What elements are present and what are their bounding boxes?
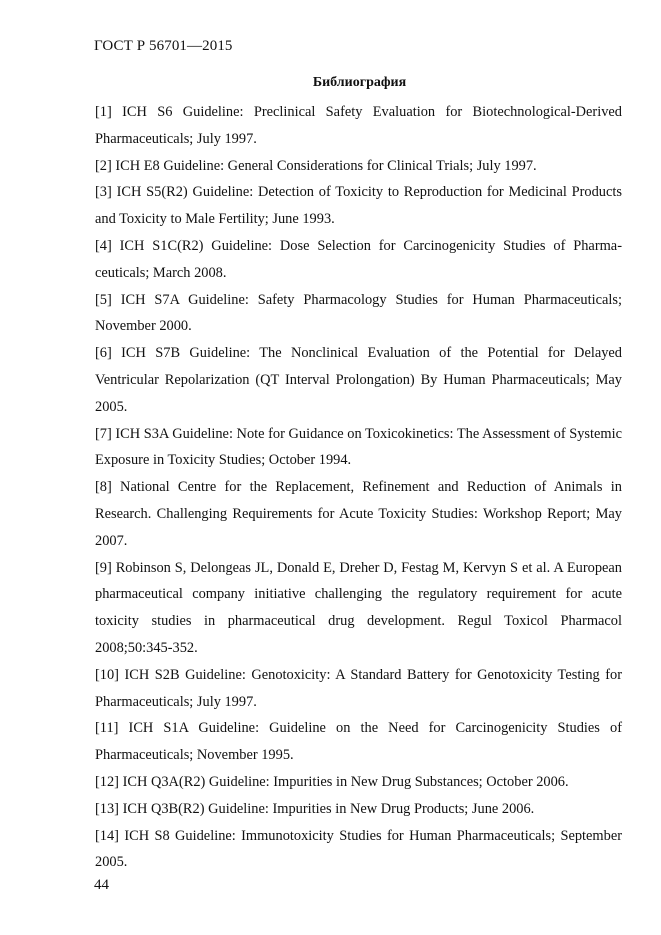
bibliography-entry: [13] ICH Q3B(R2) Guideline: Impurities in New Drug Products; June 2006. <box>95 800 535 817</box>
section-title: Библиография <box>312 75 407 90</box>
bibliography-entry: [8] National Centre for the Replacement, Refinement and Reduction of Animals in Research. Challenging Requirements for Acute Toxicity Studies: Workshop Report; May 2007. <box>95 479 622 549</box>
bibliography-entry: [11] ICH S1A Guideline: Guideline on the Need for Carcinogenicity Studies of Pharmaceuticals; November 1995. <box>95 720 622 764</box>
bibliography-entry: [1] ICH S6 Guideline: Preclinical Safety Evaluation for Biotechnological-Derived Pharmaceuticals; July 1997. <box>95 104 622 147</box>
bibliography-entry: [5] ICH S7A Guideline: Safety Pharmacology Studies for Human Pharmaceuticals; November 2000. <box>95 291 622 335</box>
bibliography-entry: [9] Robinson S, Delongeas JL, Donald E, Dreher D, Festag M, Kervyn S et al. A European pharmaceutical company initiative challenging the regulatory requirement for acute toxicity studies in pharmaceutical drug development. Regul Toxicol Pharmacol 2008;50:345-352. <box>95 559 622 656</box>
bibliography-entry: [10] ICH S2B Guideline: Genotoxicity: A Standard Battery for Genotoxicity Testing for Pharmaceuticals; July 1997. <box>95 666 622 710</box>
bibliography-entry: [14] ICH S8 Guideline: Immunotoxicity Studies for Human Pharmaceuticals; September 2005. <box>95 827 622 871</box>
document-header: ГОСТ Р 56701—2015 <box>94 38 233 54</box>
bibliography-entry: [12] ICH Q3A(R2) Guideline: Impurities in New Drug Substances; October 2006. <box>95 773 569 790</box>
bibliography-entry: [6] ICH S7B Guideline: The Nonclinical Evaluation of the Potential for Delayed Ventricular Repolarization (QT Interval Prolongation) By Human Pharmaceuticals; May 2005. <box>95 345 622 415</box>
bibliography-list <box>95 99 622 876</box>
bibliography-entry: [7] ICH S3A Guideline: Note for Guidance on Toxicokinetics: The Assessment of Systemic Exposure in Toxicity Studies; October 1994. <box>95 425 622 469</box>
bibliography-entry: [4] ICH S1C(R2) Guideline: Dose Selection for Carcinogenicity Studies of Pharmaceuticals; March 2008. <box>95 237 622 281</box>
bibliography-entry: [3] ICH S5(R2) Guideline: Detection of Toxicity to Reproduction for Medicinal Products and Toxicity to Male Fertility; June 1993. <box>95 184 622 228</box>
bibliography-entry: [2] ICH E8 Guideline: General Considerations for Clinical Trials; July 1997. <box>95 157 537 174</box>
page-number: 44 <box>94 877 109 893</box>
